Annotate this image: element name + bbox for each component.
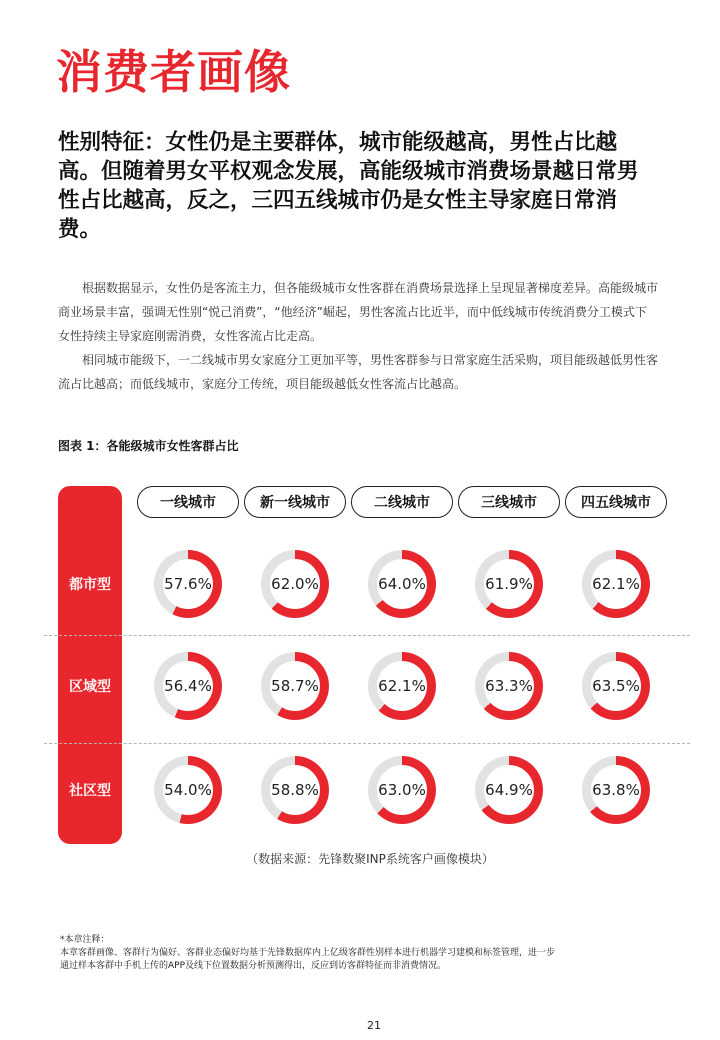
column-header: 三线城市 (458, 486, 560, 518)
page-title: 消费者画像 (56, 45, 291, 99)
row-label: 区域型 (69, 679, 111, 695)
body-text (58, 276, 658, 396)
chart-caption: 图表 1：各能级城市女性客群占比 (58, 439, 239, 453)
row-divider (44, 743, 690, 744)
donut-value-label: 62.1% (592, 575, 640, 593)
row-label: 社区型 (69, 783, 111, 799)
donut-value-label: 64.9% (485, 781, 533, 799)
donut-value-label: 58.8% (271, 781, 319, 799)
column-header: 一线城市 (137, 486, 239, 518)
donut-value-label: 62.1% (378, 677, 426, 695)
donut-value-label: 57.6% (164, 575, 212, 593)
data-source: （数据来源：先锋数聚INP系统客户画像模块） (246, 852, 494, 866)
donut-value-label: 61.9% (485, 575, 533, 593)
body-paragraph: 根据数据显示，女性仍是客流主力，但各能级城市女性客群在消费场景选择上呈现显著梯度差异。高能级城市商业场景丰富，强调无性别“悦己消费”，“他经济”崛起，男性客流占比近半，而中低线城市传统消费分工模式下女性持续主导家庭刚需消费，女性客流占比走高。 (58, 281, 659, 343)
body-paragraph: 相同城市能级下，一二线城市男女家庭分工更加平等，男性客群参与日常家庭生活采购，项目能级越低男性客流占比越高；而低线城市，家庭分工传统，项目能级越低女性客流占比越高。 (58, 353, 659, 391)
donut-value-label: 63.3% (485, 677, 533, 695)
donut-value-label: 63.5% (592, 677, 640, 695)
row-label: 都市型 (69, 577, 111, 593)
row-divider (44, 635, 690, 636)
column-header: 二线城市 (351, 486, 453, 518)
donut-value-label: 54.0% (164, 781, 212, 799)
donut-value-label: 63.8% (592, 781, 640, 799)
donut-value-label: 58.7% (271, 677, 319, 695)
donut-value-label: 64.0% (378, 575, 426, 593)
notes-line: 通过样本客群中手机上传的APP及线下位置数据分析预测得出，反应到访客群特征而非消费情况。 (60, 961, 447, 971)
notes-heading: *本章注释： (60, 935, 110, 945)
notes-line: 本章客群画像、客群行为偏好、客群业态偏好均基于先锋数据库内上亿级客群性别样本进行机器学习建模和标签管理，进一步 (60, 948, 556, 958)
donut-value-label: 62.0% (271, 575, 319, 593)
section-headline: 性别特征：女性仍是主要群体，城市能级越高，男性占比越高。但随着男女平权观念发展，高能级城市消费场景越日常男性占比越高，反之，三四五线城市仍是女性主导家庭日常消费。 (58, 130, 639, 242)
page-number: 21 (367, 1019, 381, 1032)
chapter-notes (60, 934, 680, 973)
column-header: 新一线城市 (244, 486, 346, 518)
column-header: 四五线城市 (565, 486, 667, 518)
donut-value-label: 56.4% (164, 677, 212, 695)
donut-value-label: 63.0% (378, 781, 426, 799)
